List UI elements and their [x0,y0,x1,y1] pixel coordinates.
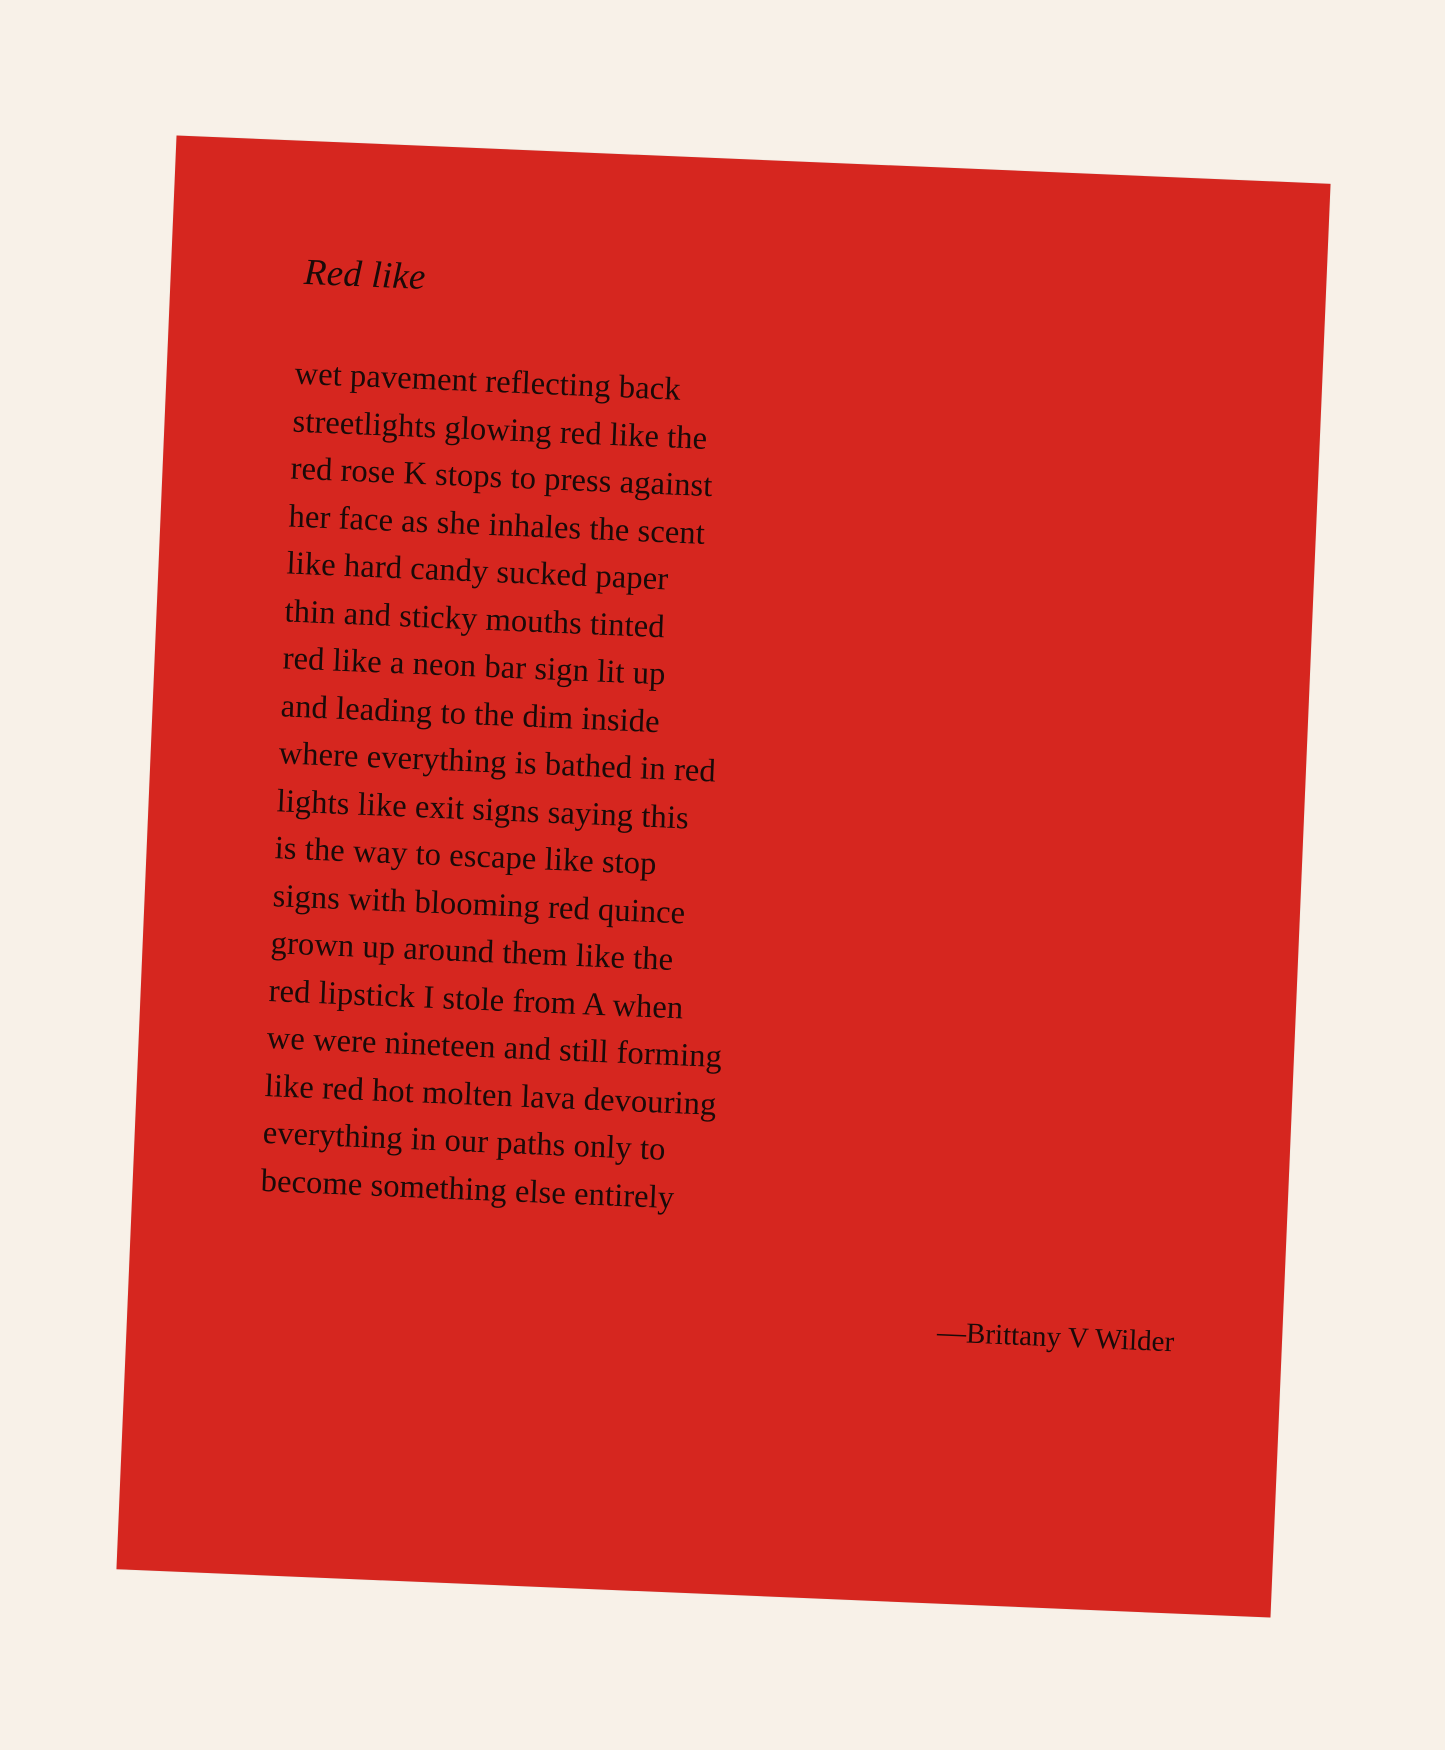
poem-line: lights like exit signs saying this [276,782,690,836]
poem-line: red rose K stops to press against [289,450,714,505]
poem-line: wet pavement reflecting back [293,355,682,408]
poem-line: red like a neon bar sign lit up [281,640,667,693]
poem-line: everything in our paths only to [262,1114,667,1168]
poem-card [116,135,1330,1617]
poem-line: where everything is bathed in red [278,735,717,790]
poem-line: like red hot molten lava devouring [264,1067,718,1123]
poem-line: is the way to escape like stop [274,830,658,883]
poem-line: streetlights glowing red like the [291,403,708,457]
poem-line: her face as she inhales the scent [287,497,706,552]
poem-line: signs with blooming red quince [272,877,687,931]
poem-line: become something else entirely [260,1162,675,1216]
poem-title: Red like [303,251,427,298]
poem-line: grown up around them like the [270,925,674,978]
poem-author: —Brittany V Wilder [936,1316,1175,1359]
poem-body [260,351,751,1224]
poem-line: red lipstick I stole from A when [268,972,685,1026]
poem-line: like hard candy sucked paper [285,545,669,598]
poem-line: we were nineteen and still forming [266,1020,723,1076]
poem-line: thin and sticky mouths tinted [283,592,666,645]
poem-line: and leading to the dim inside [280,687,661,740]
